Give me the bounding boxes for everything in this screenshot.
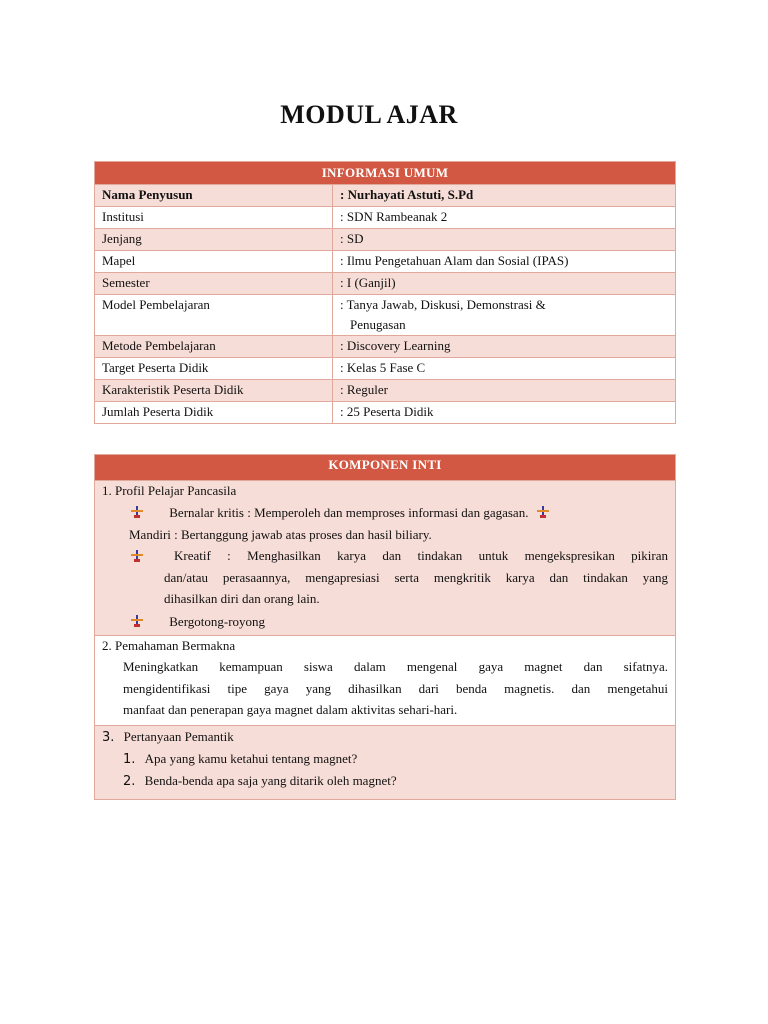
list-item	[102, 770, 668, 793]
pemahaman-line-2: mengidentifikasi tipe gaya yang dihasilkan dari benda magnetis. dan mengetahui	[123, 680, 668, 696]
bullet-icon	[130, 615, 144, 627]
document-title: MODUL AJAR	[280, 100, 458, 129]
row-value: : Ilmu Pengetahuan Alam dan Sosial (IPAS)	[333, 251, 676, 273]
komponen-inti-header: KOMPONEN INTI	[95, 455, 676, 481]
table-row	[95, 185, 676, 207]
list-item	[102, 748, 668, 771]
row-value: : Discovery Learning	[333, 336, 676, 358]
pemahaman-heading: 2. Pemahaman Bermakna	[102, 638, 236, 653]
pertanyaan-section	[95, 725, 676, 799]
row-label: Institusi	[95, 207, 333, 229]
pertanyaan-number: 3.	[102, 729, 115, 745]
row-value: : Kelas 5 Fase C	[333, 358, 676, 380]
row-label: Metode Pembelajaran	[95, 336, 333, 358]
pemahaman-line-3: manfaat dan penerapan gaya magnet dalam aktivitas sehari-hari.	[123, 702, 458, 717]
informasi-umum-header-row	[95, 162, 676, 185]
row-label: Jumlah Peserta Didik	[95, 402, 333, 424]
row-label: Nama Penyusun	[95, 185, 333, 207]
row-value: : SDN Rambeanak 2	[333, 207, 676, 229]
row-value: : Reguler	[333, 380, 676, 402]
table-row	[95, 380, 676, 402]
pemahaman-line-1: Meningkatkan kemampuan siswa dalam mengenal gaya magnet dan sifatnya.	[123, 659, 668, 674]
pertanyaan-heading: Pertanyaan Pemantik	[123, 728, 234, 744]
row-value-cell	[333, 295, 676, 336]
row-label: Semester	[95, 273, 333, 295]
row-label: Model Pembelajaran	[95, 295, 333, 336]
list-item	[102, 545, 668, 567]
kreatif-line-3: dihasilkan diri dan orang lain.	[164, 591, 320, 606]
table-row	[95, 358, 676, 380]
table-row	[95, 295, 676, 336]
item-text: Benda-benda apa saja yang ditarik oleh magnet?	[144, 773, 397, 788]
row-label: Jenjang	[95, 229, 333, 251]
mandiri-text: Mandiri : Bertanggung jawab atas proses dan hasil biliary.	[129, 526, 432, 542]
row-value-continuation: Penugasan	[350, 317, 406, 332]
row-value: : Tanya Jawab, Diskusi, Demonstrasi &	[340, 297, 546, 312]
informasi-umum-table	[94, 161, 676, 424]
item-number: 1.	[123, 751, 136, 767]
komponen-inti-table	[94, 454, 676, 800]
table-row	[95, 273, 676, 295]
table-row	[95, 251, 676, 273]
list-item	[102, 502, 668, 524]
row-value: : Nurhayati Astuti, S.Pd	[333, 185, 676, 207]
row-value: : I (Ganjil)	[333, 273, 676, 295]
bullet-icon	[130, 506, 144, 518]
komponen-inti-header-row	[95, 455, 676, 481]
row-value: : 25 Peserta Didik	[333, 402, 676, 424]
item-number: 2.	[123, 774, 136, 789]
table-row	[95, 402, 676, 424]
row-label: Target Peserta Didik	[95, 358, 333, 380]
informasi-umum-header: INFORMASI UMUM	[95, 162, 676, 185]
pemahaman-section	[95, 636, 676, 726]
table-row	[95, 229, 676, 251]
row-label: Mapel	[95, 251, 333, 273]
profil-section	[95, 481, 676, 636]
kreatif-line-1: Kreatif : Menghasilkan karya dan tindakan untuk mengekspresikan pikiran	[174, 548, 668, 563]
row-label: Karakteristik Peserta Didik	[95, 380, 333, 402]
table-row	[95, 207, 676, 229]
list-item	[102, 611, 668, 633]
row-value: : SD	[333, 229, 676, 251]
profil-heading: 1. Profil Pelajar Pancasila	[102, 483, 237, 498]
pertanyaan-heading-row	[102, 726, 668, 748]
bullet-icon	[536, 506, 550, 518]
kreatif-line-2: dan/atau perasaannya, mengapresiasi serta mengkritik karya dan tindakan yang	[164, 569, 668, 585]
item-text: Apa yang kamu ketahui tentang magnet?	[144, 750, 358, 766]
bernalar-text: Bernalar kritis : Memperoleh dan memproses informasi dan gagasan.	[169, 505, 529, 520]
table-row	[95, 336, 676, 358]
gotong-text: Bergotong-royong	[169, 613, 266, 629]
bullet-icon	[130, 550, 144, 562]
